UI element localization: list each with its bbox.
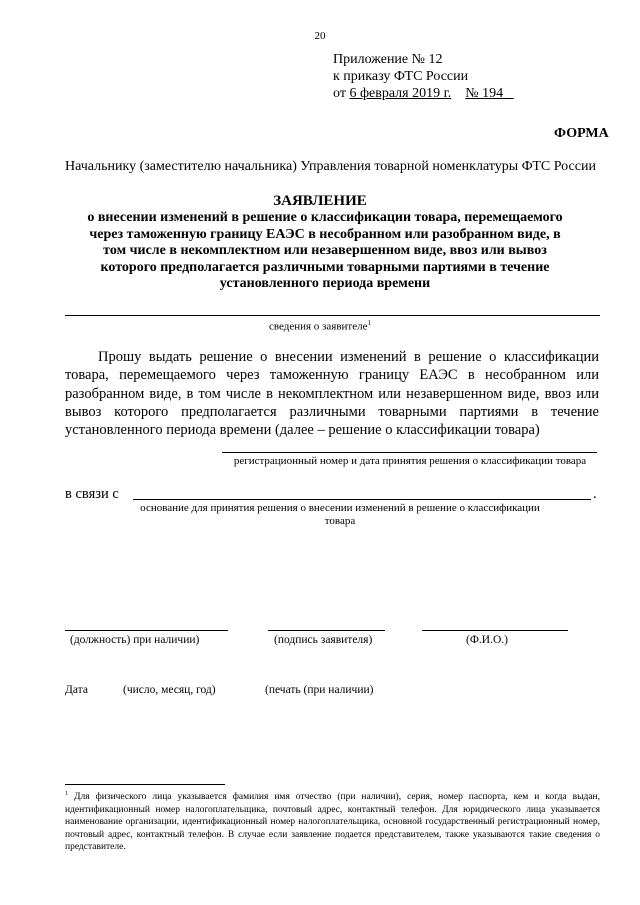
addressee: Начальнику (заместителю начальника) Управления товарной номенклатуры ФТС России bbox=[65, 159, 596, 174]
footnote-reference: 1 bbox=[367, 319, 371, 327]
appendix-date: 6 февраля 2019 г. bbox=[349, 86, 452, 101]
date-label: Дата bbox=[65, 684, 88, 696]
applicant-caption-text: сведения о заявителе bbox=[269, 320, 368, 333]
stamp-caption: (печать (при наличии) bbox=[265, 684, 374, 696]
appendix-line-3 bbox=[333, 85, 514, 102]
form-label: ФОРМА bbox=[554, 126, 609, 141]
due-to-label: в связи с bbox=[65, 486, 119, 502]
document-subtitle: о внесении изменений в решение о классификации товара, перемещаемого через таможенную границу ЕАЭС в несобранном или разобранном виде, в том числе в некомплектном или незавершенном виде, ввоз или вывоз которого предполагается различными товарными партиями в течение установленного периода времени bbox=[87, 210, 563, 291]
regnum-line[interactable] bbox=[222, 452, 597, 453]
appendix-number-underline bbox=[503, 86, 514, 101]
appendix-date-prefix: от bbox=[333, 86, 350, 101]
signature-caption: (подпись заявителя) bbox=[274, 634, 373, 646]
appendix-line-2: к приказу ФТС России bbox=[333, 69, 469, 84]
position-caption: (должность) при наличии) bbox=[70, 634, 200, 646]
footnote bbox=[65, 788, 600, 854]
position-line[interactable] bbox=[65, 630, 228, 631]
basis-line[interactable] bbox=[133, 499, 591, 500]
footnote-mark: 1 bbox=[65, 791, 68, 797]
request-body-text: Прошу выдать решение о внесении изменений в решение о классификации товара, перемещаемого через таможенную границу ЕАЭС в несобранном или разобранном виде, в том числе в некомплектном или незавершенном виде, ввоз или вывоз которого предполагается различными товарными партиями в течение установленного периода времени (далее – решение о классификации товара) bbox=[65, 349, 599, 439]
footnote-text: Для физического лица указывается фамилия имя отчество (при наличии), серия, номер паспорта, кем и когда выдан, идентификационный номер налогоплательщика, почтовый адрес, контактный телефон. Для юридического лица указывается наименование организации, идентификационный номер налогоплательщика, основной государственный регистрационный номер, почтовый адрес, контактный телефон. В случае если заявление подается представителем, также указываются такие сведения о представителе. bbox=[65, 792, 601, 853]
appendix-line-1: Приложение № 12 bbox=[333, 52, 443, 67]
footnote-separator bbox=[65, 784, 225, 785]
applicant-caption bbox=[0, 319, 640, 333]
date-caption: (число, месяц, год) bbox=[123, 684, 216, 696]
applicant-info-line[interactable] bbox=[65, 315, 600, 316]
page-number: 20 bbox=[314, 30, 326, 42]
fio-line[interactable] bbox=[422, 630, 568, 631]
regnum-caption: регистрационный номер и дата принятия решения о классификации товара bbox=[233, 455, 587, 467]
fio-caption: (Ф.И.О.) bbox=[466, 634, 508, 646]
signature-line[interactable] bbox=[268, 630, 385, 631]
document-title: ЗАЯВЛЕНИЕ bbox=[273, 193, 367, 209]
appendix-number: № 194 bbox=[465, 86, 504, 101]
basis-caption: основание для принятия решения о внесении изменений в решение о классификации товара bbox=[140, 502, 540, 527]
due-to-end: . bbox=[593, 486, 597, 502]
